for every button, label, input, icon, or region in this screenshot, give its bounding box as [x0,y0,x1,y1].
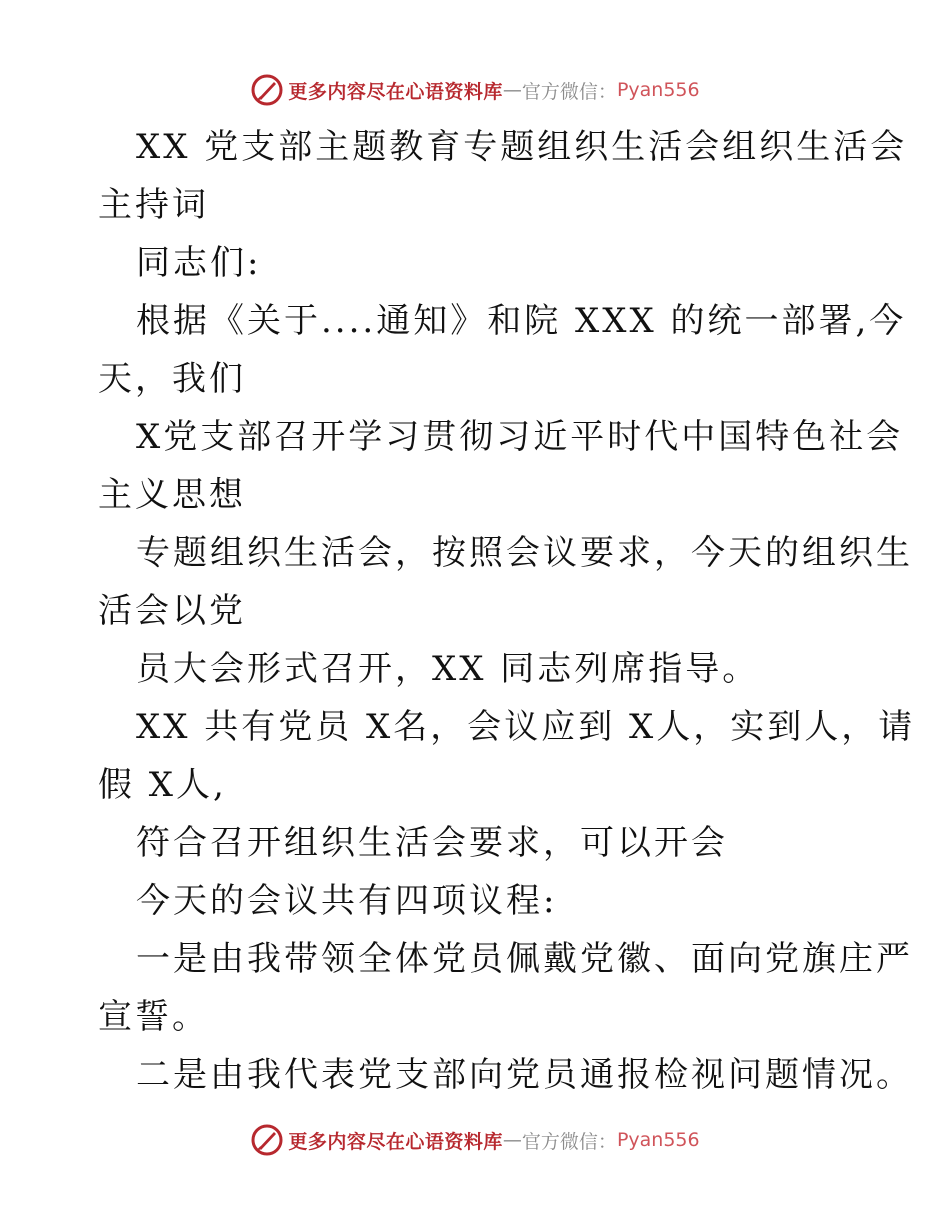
doc-line: 主持词 [98,185,209,225]
doc-line: 二是由我代表党支部向党员通报检视问题情况。 [136,1055,913,1095]
watermark-wechat-label: 官方微信： [521,1130,617,1153]
doc-line: XX 共有党员 X名，会议应到 X人，实到人，请 [136,707,916,747]
doc-line: 主义思想 [98,475,246,515]
document-body [98,118,916,1104]
header-watermark [0,70,950,110]
watermark-wechat-id: Pyan556 [616,79,700,101]
watermark-dash: — [502,1129,522,1151]
watermark-site-name: 更多内容尽在心语资料库 [288,1130,503,1153]
watermark-wechat-id: Pyan556 [616,1129,700,1151]
doc-line: XX 党支部主题教育专题组织生活会组织生活会 [136,127,908,167]
doc-line: 宣誓。 [98,997,209,1037]
watermark-wechat-label: 官方微信： [521,80,617,103]
doc-line: 假 X人, [98,765,227,805]
doc-line: 天，我们 [98,359,246,399]
watermark-dash: — [502,79,522,101]
doc-line: 根据《关于....通知》和院 XXX 的统一部署,今 [136,301,907,341]
doc-line: 符合召开组织生活会要求，可以开会 [136,823,728,863]
doc-line: 今天的会议共有四项议程: [136,881,558,921]
doc-line: 专题组织生活会，按照会议要求，今天的组织生 [136,533,913,573]
footer-watermark [0,1120,950,1160]
quill-logo-icon [250,73,284,107]
doc-line: X党支部召开学习贯彻习近平时代中国特色社会 [136,417,904,457]
watermark-site-name: 更多内容尽在心语资料库 [288,80,503,103]
doc-line: 活会以党 [98,591,246,631]
doc-line: 一是由我带领全体党员佩戴党徽、面向党旗庄严 [136,939,913,979]
doc-line: 员大会形式召开，XX 同志列席指导。 [136,649,760,689]
quill-logo-icon [250,1123,284,1157]
doc-line: 同志们: [136,243,262,283]
